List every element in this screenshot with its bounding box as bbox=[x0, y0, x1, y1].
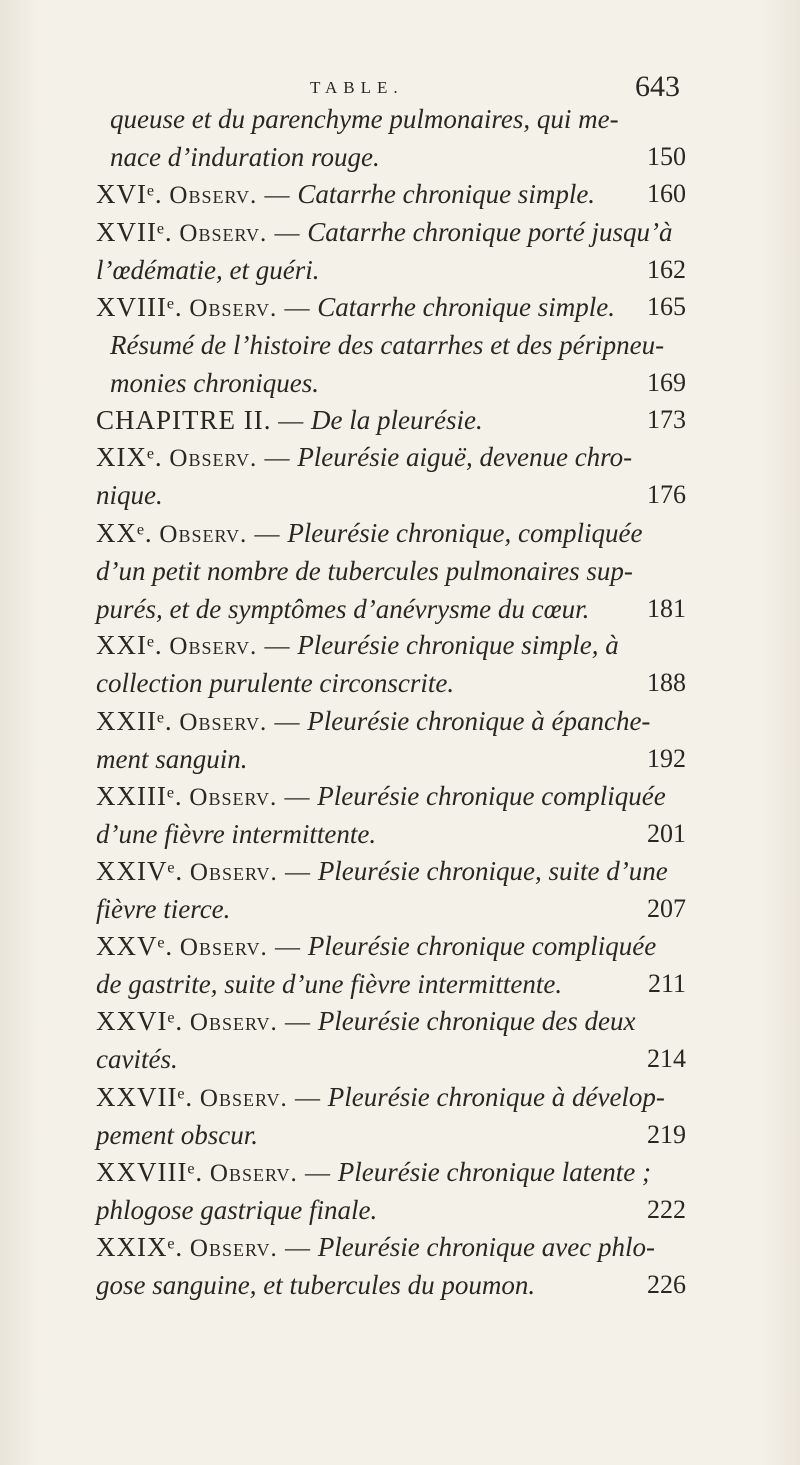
entry-page-number: 214 bbox=[647, 1044, 686, 1074]
toc-line bbox=[96, 288, 686, 326]
entry-number: XVIᵉ. bbox=[96, 179, 163, 210]
toc-line bbox=[96, 1191, 686, 1229]
entry-label: Observ. — bbox=[179, 934, 302, 962]
entry-title: Catarrhe chronique simple. bbox=[317, 292, 616, 322]
page-number: 643 bbox=[635, 70, 680, 103]
entry-title: Pleurésie chronique à dévelop- bbox=[327, 1081, 665, 1112]
entry-title: de gastrite, suite d’une fièvre intermittente. bbox=[96, 969, 563, 1000]
toc-entry bbox=[96, 777, 686, 853]
toc-line bbox=[96, 965, 686, 1003]
toc-line bbox=[96, 702, 686, 740]
entry-label: Observ. — bbox=[169, 445, 291, 473]
entry-number: XXIIIᵉ. bbox=[96, 780, 183, 811]
entry-label: Observ. — bbox=[159, 520, 281, 548]
entry-number: XXIIᵉ. bbox=[96, 705, 173, 736]
entry-page-number: 222 bbox=[647, 1194, 686, 1224]
toc-entry bbox=[96, 1002, 686, 1078]
toc-line bbox=[96, 251, 686, 289]
toc-line bbox=[96, 1266, 686, 1304]
entry-title: pement obscur. bbox=[96, 1119, 258, 1150]
toc-entry bbox=[96, 326, 686, 402]
entry-title: queuse et du parenchyme pulmonaires, qui me- bbox=[110, 104, 619, 134]
toc-line bbox=[96, 927, 686, 965]
entry-number: XXVIᵉ. bbox=[96, 1006, 184, 1037]
entry-label: Observ. — bbox=[189, 1235, 312, 1262]
entry-title: Catarrhe chronique simple. bbox=[297, 179, 596, 210]
toc-entry bbox=[96, 927, 686, 1003]
toc-entry bbox=[96, 702, 686, 778]
entry-title: Pleurésie chronique des deux bbox=[317, 1006, 636, 1037]
entry-label: Observ. — bbox=[179, 708, 301, 736]
toc-line bbox=[96, 1040, 686, 1078]
toc-entry bbox=[96, 175, 686, 213]
toc-entry bbox=[96, 852, 686, 928]
entry-page-number: 169 bbox=[647, 367, 686, 397]
entry-number: XXVIIᵉ. bbox=[96, 1081, 194, 1112]
entry-title: Pleurésie chronique compliquée bbox=[307, 931, 657, 962]
entry-title: ment sanguin. bbox=[96, 743, 248, 774]
toc-line bbox=[96, 364, 686, 402]
entry-page-number: 201 bbox=[647, 818, 686, 848]
toc-line bbox=[96, 175, 686, 213]
entry-label: Observ. — bbox=[199, 1084, 322, 1112]
entry-title: Pleurésie chronique latente ; bbox=[337, 1156, 651, 1187]
entry-title: Pleurésie chronique à épanche- bbox=[307, 705, 651, 736]
entry-title: cavités. bbox=[96, 1044, 178, 1075]
entry-title: d’une fièvre intermittente. bbox=[96, 818, 377, 849]
entry-title: Pleurésie chronique simple, à bbox=[297, 630, 619, 661]
running-title: TABLE. bbox=[310, 78, 404, 97]
toc-line bbox=[96, 401, 686, 439]
entry-page-number: 188 bbox=[647, 668, 686, 698]
toc-line bbox=[96, 1116, 686, 1154]
entry-title: Pleurésie chronique avec phlo- bbox=[317, 1232, 655, 1262]
entry-number: XXVᵉ. bbox=[96, 931, 174, 962]
entry-title: nique. bbox=[96, 480, 163, 511]
toc-line bbox=[96, 476, 686, 514]
entry-title: nace d’induration rouge. bbox=[110, 142, 380, 172]
entry-page-number: 173 bbox=[647, 404, 686, 434]
entry-number: XXIVᵉ. bbox=[96, 856, 184, 886]
toc-entry bbox=[96, 1228, 686, 1304]
entry-label: Observ. — bbox=[169, 182, 291, 210]
entry-label: Observ. — bbox=[189, 1009, 312, 1037]
entry-label: Observ. — bbox=[189, 859, 312, 886]
entry-title: Pleurésie chronique compliquée bbox=[317, 780, 666, 811]
entry-title: Pleurésie chronique, suite d’une bbox=[317, 856, 668, 886]
entry-number: XXIᵉ. bbox=[96, 630, 163, 661]
entry-title: purés, et de symptômes d’anévrysme du cœur. bbox=[96, 593, 590, 624]
entry-page-number: 226 bbox=[647, 1270, 686, 1299]
toc-entry bbox=[96, 438, 686, 514]
entry-page-number: 192 bbox=[647, 743, 686, 773]
entry-page-number: 219 bbox=[647, 1119, 686, 1149]
entry-number: CHAPITRE II. bbox=[96, 404, 272, 435]
entry-page-number: 181 bbox=[647, 593, 686, 623]
entry-title: monies chroniques. bbox=[110, 367, 319, 398]
toc-line bbox=[96, 852, 686, 890]
toc-entry bbox=[96, 1153, 686, 1229]
toc-entry bbox=[96, 401, 686, 439]
toc-line bbox=[96, 100, 686, 138]
entry-number: XXVIIIᵉ. bbox=[96, 1156, 204, 1187]
entry-label: — bbox=[278, 407, 305, 435]
entry-title: collection purulente circonscrite. bbox=[96, 668, 455, 699]
entry-title: Catarrhe chronique porté jusqu’à bbox=[307, 216, 673, 247]
entry-page-number: 150 bbox=[647, 142, 686, 171]
toc-line bbox=[96, 890, 686, 928]
toc-line bbox=[96, 1228, 686, 1266]
toc-entry bbox=[96, 1078, 686, 1154]
entry-label: Observ. — bbox=[169, 633, 291, 661]
toc-line bbox=[96, 514, 686, 552]
entry-label: Observ. — bbox=[189, 295, 311, 322]
entry-page-number: 160 bbox=[647, 179, 686, 209]
entry-title: Pleurésie chronique, compliquée bbox=[287, 517, 643, 548]
entry-label: Observ. — bbox=[179, 219, 301, 247]
toc-line bbox=[96, 1002, 686, 1040]
entry-page-number: 176 bbox=[647, 480, 686, 510]
entry-label: Observ. — bbox=[189, 783, 311, 811]
toc-entry bbox=[96, 626, 686, 702]
entry-page-number: 207 bbox=[647, 894, 686, 923]
entry-number: XXᵉ. bbox=[96, 517, 153, 548]
entry-number: XVIIᵉ. bbox=[96, 216, 173, 247]
toc-line bbox=[96, 740, 686, 778]
toc-line bbox=[96, 815, 686, 853]
entry-number: XVIIIᵉ. bbox=[96, 292, 183, 322]
toc-line bbox=[96, 213, 686, 251]
toc-line bbox=[96, 326, 686, 364]
toc-line bbox=[96, 138, 686, 176]
entry-page-number: 165 bbox=[647, 292, 686, 321]
toc-line bbox=[96, 626, 686, 664]
entry-page-number: 211 bbox=[647, 969, 686, 999]
toc-line bbox=[96, 552, 686, 590]
toc-entry bbox=[96, 514, 686, 628]
entry-title: phlogose gastrique finale. bbox=[96, 1194, 378, 1225]
entry-title: gose sanguine, et tubercules du poumon. bbox=[96, 1270, 536, 1300]
entry-title: d’un petit nombre de tubercules pulmonaires sup- bbox=[96, 555, 633, 586]
toc-line bbox=[96, 438, 686, 476]
entry-title: Résumé de l’histoire des catarrhes et des péripneu- bbox=[110, 329, 665, 360]
entry-number: XIXᵉ. bbox=[96, 442, 163, 473]
toc-line bbox=[96, 664, 686, 702]
entry-title: l’œdématie, et guéri. bbox=[96, 254, 320, 285]
entry-number: XXIXᵉ. bbox=[96, 1232, 184, 1262]
toc-entry bbox=[96, 288, 686, 326]
entry-title: fièvre tierce. bbox=[96, 894, 231, 924]
toc-line bbox=[96, 590, 686, 628]
entry-title: De la pleurésie. bbox=[311, 404, 483, 435]
toc-line bbox=[96, 777, 686, 815]
toc-line bbox=[96, 1078, 686, 1116]
toc-line bbox=[96, 1153, 686, 1191]
toc-entry bbox=[96, 100, 686, 176]
entry-page-number: 162 bbox=[647, 254, 686, 284]
entry-label: Observ. — bbox=[209, 1159, 332, 1187]
toc-entry bbox=[96, 213, 686, 289]
entry-title: Pleurésie aiguë, devenue chro- bbox=[297, 442, 633, 473]
